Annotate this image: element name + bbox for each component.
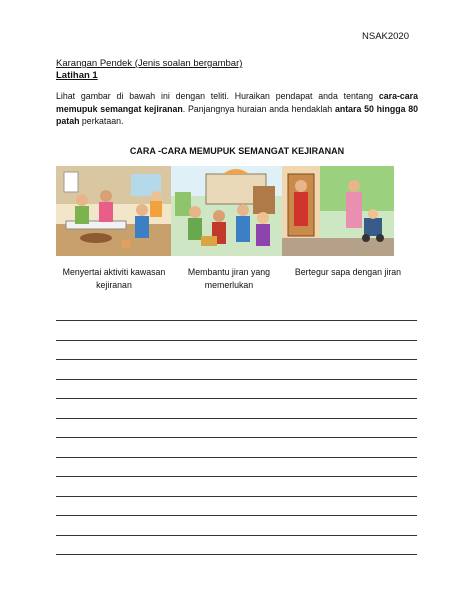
illustration-heading: CARA -CARA MEMUPUK SEMANGAT KEJIRANAN [129,146,345,156]
caption-greeting-neighbours: Bertegur sapa dengan jiran [294,267,402,277]
exercise-label: Latihan 1 [56,70,98,81]
instructions-text-2: . Panjangnya huraian anda hendaklah [182,103,335,114]
document-code: NSAK2020 [362,31,410,42]
answer-line [56,379,417,380]
answer-line [56,340,417,341]
answer-line [56,359,417,360]
answer-line [56,535,417,536]
answer-line [56,515,417,516]
answer-line [56,457,417,458]
answer-line [56,437,417,438]
caption-helping-neighbours: Membantu jiran yang memerlukan [187,267,271,290]
instructions-text-3: perkataan. [79,116,124,126]
answer-line [56,476,417,477]
answer-line [56,398,417,399]
answer-line [56,418,417,419]
instructions-topic: cara-cara memupuk semangat kejiranan [56,91,418,114]
instructions-word-count: antara 50 hingga 80 patah [56,103,418,126]
instructions-text-1: Lihat gambar di bawah ini dengan teliti. Huraikan pendapat anda tentang [56,91,379,101]
answer-line [56,554,417,555]
instructions [56,90,418,128]
answer-line [56,320,417,321]
answer-line [56,496,417,497]
panel-helping-neighbours-image [171,166,282,256]
panel-greeting-neighbours-image [282,166,394,256]
section-title: Karangan Pendek (Jenis soalan bergambar) [56,58,243,69]
caption-community-activity: Menyertai aktiviti kawasan kejiranan [62,267,166,290]
panel-community-activity-image [56,166,171,256]
